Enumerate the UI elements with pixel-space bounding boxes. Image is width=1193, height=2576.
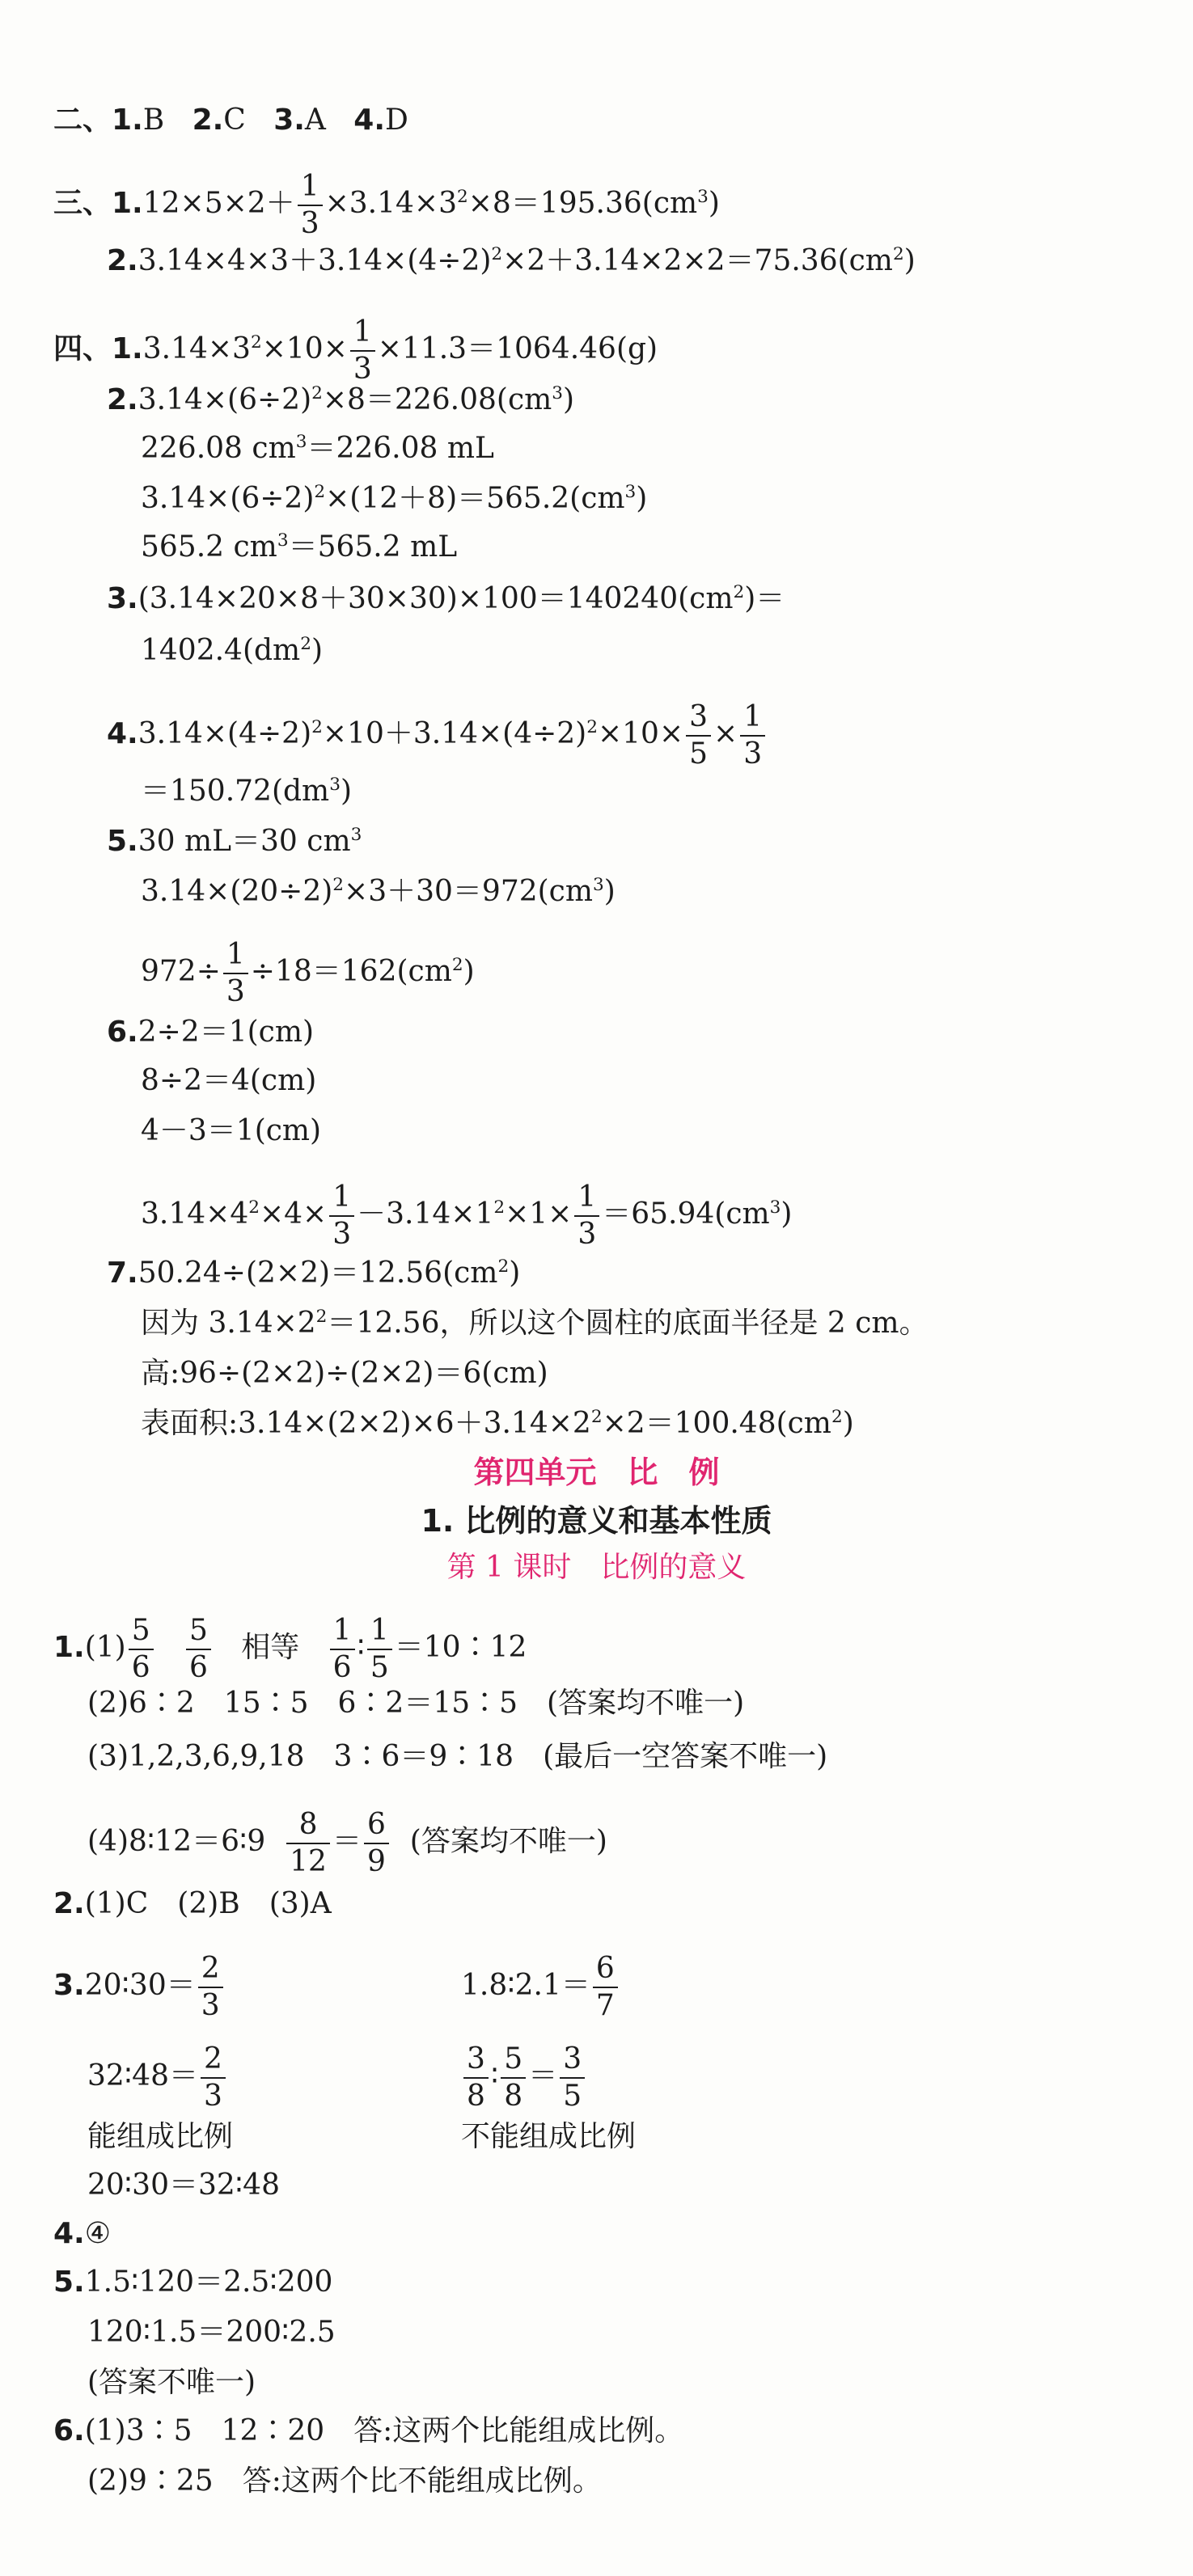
answer-4-5-line1: 5.30 mL＝30 $cm^3$ — [107, 825, 362, 858]
fraction: $\frac{1}{3}$ — [329, 1182, 354, 1250]
fraction: $\frac{6}{9}$ — [364, 1810, 389, 1877]
fraction: $\frac{3}{5}$ — [686, 702, 711, 770]
fraction: $\frac{1}{6}$ — [330, 1615, 355, 1683]
exercise-6-line2: (2)9∶25 答:这两个比不能组成比例。 — [87, 2464, 602, 2498]
exercise-1-2: (2)6∶2 15∶5 6∶2＝15∶5 (答案均不唯一) — [87, 1687, 745, 1720]
exercise-1-3: (3)1,2,3,6,9,18 3∶6＝9∶18 (最后一空答案不唯一) — [87, 1740, 828, 1773]
exercise-5-line2: 120∶1.5＝200∶2.5 — [87, 2316, 336, 2349]
answer-4-7-line3: 高:96÷(2×2)÷(2×2)＝6(cm) — [141, 1357, 548, 1390]
answer-4-5-line3: 972÷ $\frac{1}{3}$ $\div 18=162(cm^2)$ — [141, 938, 475, 1008]
exercise-3-1-left: 3.20∶30＝ $\frac{2}{3}$ — [53, 1953, 226, 2021]
fraction: $\frac{2}{3}$ — [201, 2044, 226, 2112]
answer-4-7-line2: 因为 $3.14\times 2^2=12.56$，所以这个圆柱的底面半径是 2 cm。 — [141, 1307, 929, 1340]
answer-3-1: 三、1.12×5×2＋ $\frac{1}{3}$ $\times 3.14\times 3^2\times 8=195.36(cm^3)$ — [53, 170, 720, 240]
answer-4-6-line1: 6.2÷2＝1(cm) — [107, 1016, 315, 1049]
answer-4-3-line1: $3.(3.14\times 20\times 8+30\times 30)\times 100=140240(cm^2)=$ — [107, 582, 785, 615]
exercise-1-4: (4)8∶12＝6∶9 $\frac{8}{12}$ ＝ $\frac{6}{9}$ (答案均不唯一) — [87, 1808, 607, 1878]
exercise-6-line1: 6.(1)3∶5 12∶20 答:这两个比能组成比例。 — [53, 2414, 684, 2447]
answer-4-1: 四、$1.3.14\times 3^2\times 10\times$ $\frac{1}{3}$ ×11.3＝1064.46(g) — [53, 315, 658, 386]
answer-4-2-line2: 226.08 $cm^3=226.08$ mL — [141, 432, 494, 465]
answer-4-5-line2: $3.14\times(20\div 2)^2\times 3+30=972(cm^3)$ — [141, 875, 616, 908]
exercise-3-1-right: 1.8∶2.1＝ $\frac{6}{7}$ — [461, 1953, 620, 2021]
section-title: 1. 比例的意义和基本性质 — [421, 1503, 772, 1539]
exercise-4: 4.④ — [53, 2217, 112, 2250]
fraction: $\frac{1}{3}$ — [740, 702, 765, 770]
fraction: $\frac{2}{3}$ — [198, 1953, 223, 2021]
answer-4-6-line4: $3.14\times 4^2\times 4\times$ $\frac{1}{3}$ $-3.14\times 1^2\times 1\times$ $\frac{1}{3}$ $=65.94(cm^3)$ — [141, 1180, 793, 1251]
fraction: $\frac{1}{3}$ — [574, 1182, 599, 1250]
answer-4-3-line2: $1402.4(dm^2)$ — [141, 634, 323, 667]
answer-4-6-line2: 8÷2＝4(cm) — [141, 1064, 317, 1097]
fraction: $\frac{6}{7}$ — [593, 1953, 618, 2021]
exercise-3-2-right: $\frac{3}{8}$ ∶ $\frac{5}{8}$ ＝ $\frac{3}{5}$ — [461, 2044, 587, 2112]
answer-4-6-line3: 4－3＝1(cm) — [141, 1114, 322, 1147]
fraction: $\frac{3}{5}$ — [560, 2044, 585, 2112]
exercise-1-1: 1.(1) $\frac{5}{6}$ $\frac{5}{6}$ 相等 $\frac{1}{6}$ ∶ $\frac{1}{5}$ ＝10∶12 — [53, 1614, 527, 1684]
unit-title: 第四单元 比 例 — [473, 1455, 720, 1490]
fraction: $\frac{5}{6}$ — [129, 1615, 154, 1683]
answer-3-2: $2.3.14\times 4\times 3+3.14\times(4\div 2)^2\times 2+3.14\times 2\times 2=75.36(cm^2)$ — [107, 244, 916, 277]
answer-4-4-line1: $4.3.14\times(4\div 2)^2\times 10+3.14\times(4\div 2)^2\times 10\times$ $\frac{3}{5}$ × $\frac{1}{3}$ — [107, 702, 768, 770]
fraction: $\frac{5}{6}$ — [186, 1615, 211, 1683]
answer-4-2-line4: 565.2 $cm^3=565.2$ mL — [141, 530, 458, 564]
exercise-5-line1: 5.1.5∶120＝2.5∶200 — [53, 2266, 333, 2299]
answer-4-2-line3: $3.14\times(6\div 2)^2\times(12+8)=565.2(cm^3)$ — [141, 482, 648, 515]
exercise-3-2-left: 32∶48＝ $\frac{2}{3}$ — [87, 2044, 228, 2112]
fraction: $\frac{8}{12}$ — [286, 1810, 330, 1877]
exercise-3-result: 20∶30＝32∶48 — [87, 2168, 280, 2202]
exercise-3-conclusion-left: 能组成比例 — [87, 2120, 234, 2153]
fraction: $\frac{1}{3}$ — [350, 317, 375, 385]
answer-4-7-line1: $7.50.24\div(2\times 2)=12.56(cm^2)$ — [107, 1256, 521, 1290]
fraction: $\frac{1}{3}$ — [298, 171, 323, 239]
exercise-2: 2.(1)C (2)B (3)A — [53, 1887, 332, 1920]
fraction: $\frac{1}{5}$ — [367, 1615, 392, 1683]
fraction: $\frac{5}{8}$ — [501, 2044, 526, 2112]
fraction: $\frac{1}{3}$ — [223, 940, 248, 1007]
answer-section-2: 二、1.B 2.C 3.A 4.D — [53, 103, 408, 137]
exercise-5-line3: (答案不唯一) — [87, 2366, 256, 2399]
exercise-3-conclusion-right: 不能组成比例 — [461, 2120, 637, 2153]
lesson-title: 第 1 课时 比例的意义 — [446, 1551, 747, 1584]
answer-4-4-line2: $=150.72(dm^3)$ — [141, 775, 352, 808]
answer-4-7-line4: 表面积$:3.14\times(2\times 2)\times 6+3.14\times 2^2\times 2=100.48(cm^2)$ — [141, 1407, 854, 1440]
answer-4-2-line1: $2.3.14\times(6\div 2)^2\times 8=226.08(cm^3)$ — [107, 383, 575, 416]
fraction: $\frac{3}{8}$ — [463, 2044, 489, 2112]
